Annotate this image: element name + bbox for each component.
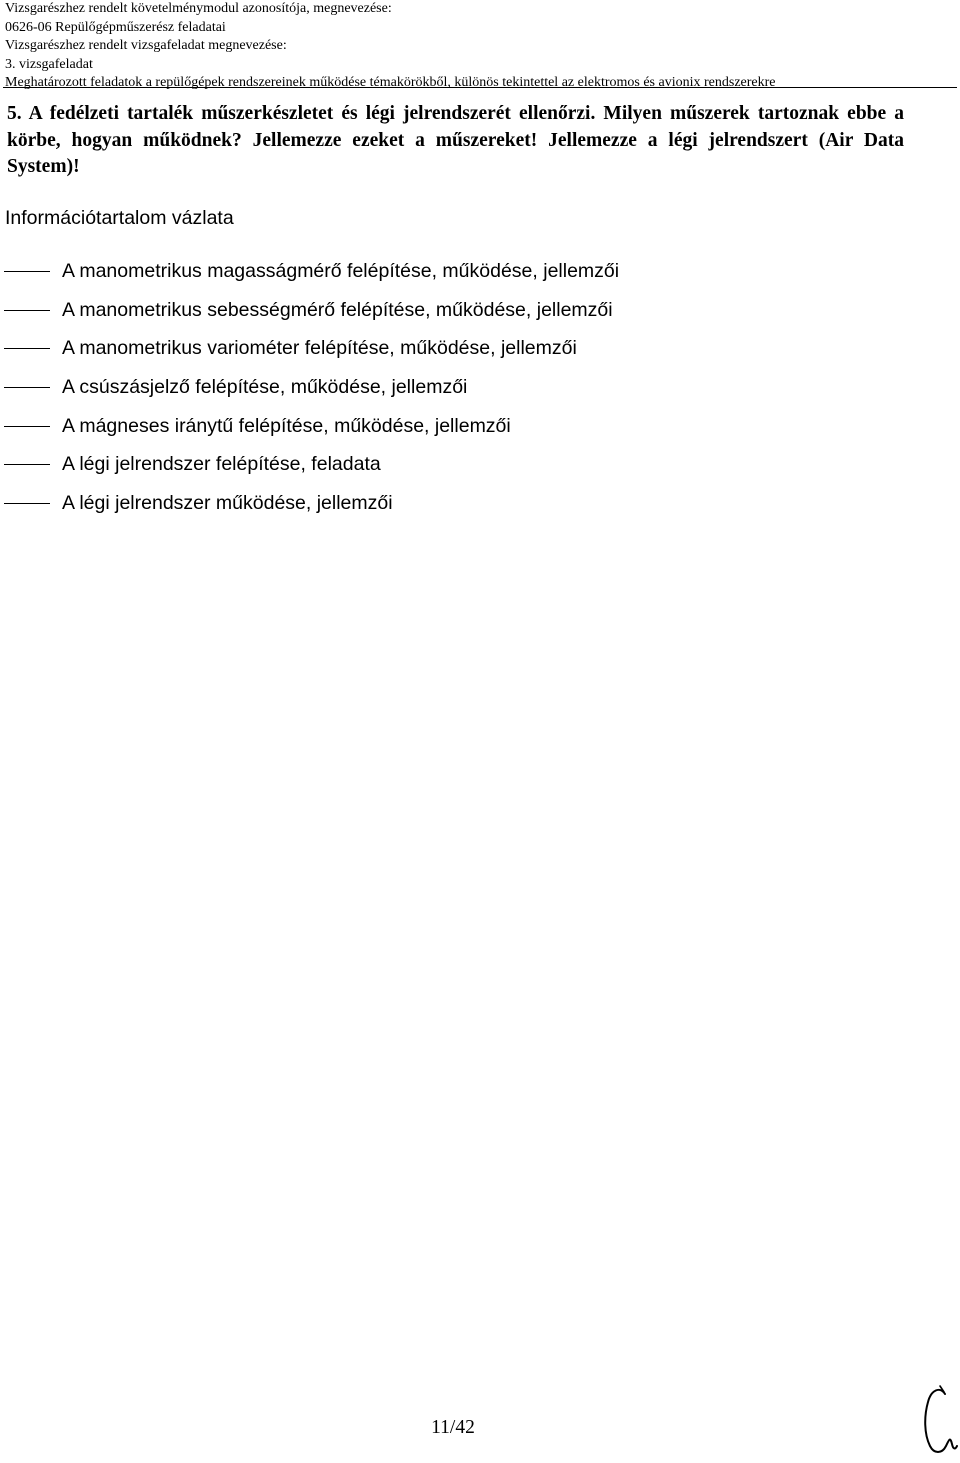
outline-title: Információtartalom vázlata [5,207,234,229]
header-line-task-description: Meghatározott feladatok a repülőgépek rendszereinek működése témakörökből, különös tekintettel az elektromos és avionix rendszerekre [5,75,776,90]
list-item-text: A manometrikus magasságmérő felépítése, működése, jellemzői [62,260,620,282]
dash-bullet-icon [4,348,50,349]
header-line-module-label: Vizsgarészhez rendelt követelménymodul azonosítója, megnevezése: [5,1,392,16]
list-item-text: A légi jelrendszer felépítése, feladata [62,453,381,476]
dash-bullet-icon [4,387,50,388]
list-item-text: A manometrikus sebességmérő felépítése, működése, jellemzői [62,298,613,321]
dash-bullet-icon [4,271,50,272]
dash-bullet-icon [4,310,50,311]
dash-bullet-icon [4,426,50,427]
header-divider [3,87,957,88]
page-number: 11/42 [431,1417,475,1438]
document-header [5,0,945,93]
list-item-text: A csúszásjelző felépítése, működése, jellemzői [62,376,468,399]
header-line-task-number: 3. vizsgafeladat [5,56,93,72]
question-text: 5. A fedélzeti tartalék műszerkészletet és légi jelrendszerét ellenőrzi. Milyen műszerek tartoznak ebbe a körbe, hogyan működnek? Jellemezze ezeket a műszereket! Jellemezze a légi jelrendszert (Air Data System)! [7,103,904,177]
list-item-text: A manometrikus variométer felépítése, működése, jellemzői [62,337,577,360]
dash-bullet-icon [4,503,50,504]
header-line-module-name: 0626-06 Repülőgépműszerész feladatai [5,19,226,35]
signature-icon [918,1384,958,1460]
list-item-text: A mágneses iránytű felépítése, működése, jellemzői [62,414,511,437]
list-item-text: A légi jelrendszer működése, jellemzői [62,492,393,515]
header-line-task-label: Vizsgarészhez rendelt vizsgafeladat megnevezése: [5,38,287,53]
dash-bullet-icon [4,464,50,465]
